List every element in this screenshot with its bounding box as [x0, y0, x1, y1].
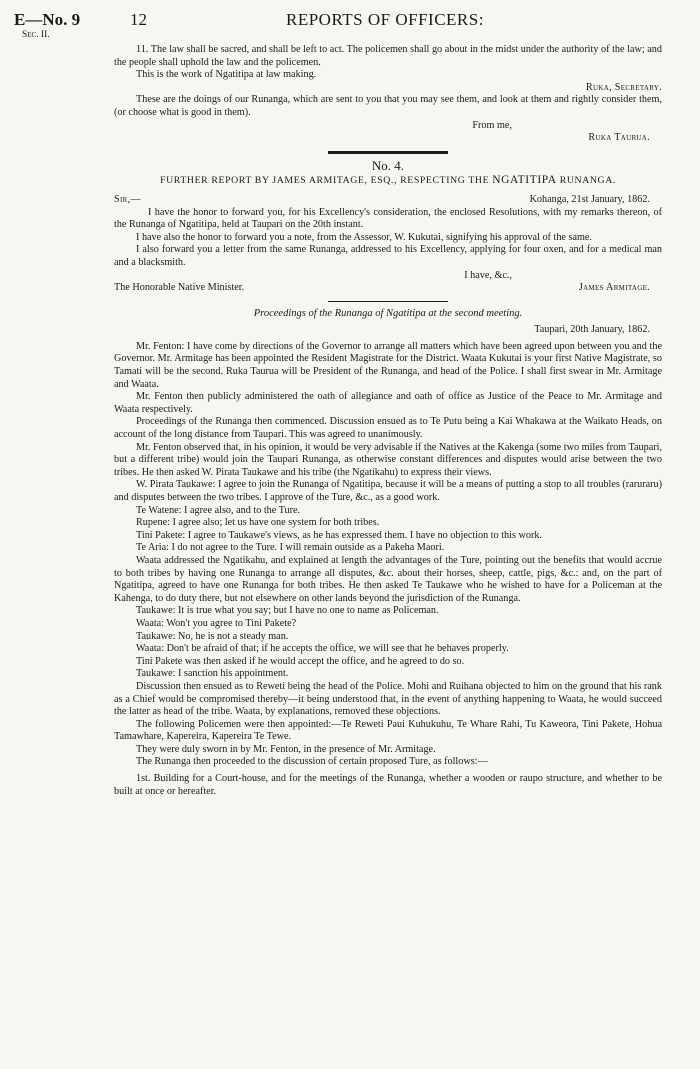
page-number: 12: [130, 10, 147, 29]
paragraph-11-note: This is the work of Ngatitipa at law making.: [136, 69, 317, 81]
divider-rule: [328, 301, 448, 302]
section-number: No. 4.: [371, 157, 405, 173]
from-me: From me,: [472, 119, 512, 131]
salutation-row: [114, 194, 662, 207]
proceedings-paragraph: Taukawe: No, he is not a steady man.: [136, 630, 289, 642]
proceedings-paragraph: Proceedings of the Runanga then commenced. Discussion ensued as to Te Putu being a Kai Whakawa at the Waikato Heads, on account of the long distance from Taupari. This was agreed to unanimously.: [114, 416, 662, 441]
proceedings-paragraph: W. Pirata Taukawe: I agree to join the Runanga of Ngatitipa, because it will be a means of putting a stop to all troubles (raruraru) and disputes between the two tribes. I approve of the Ture, &c., as a good work.: [114, 479, 662, 503]
section-label: Sec. II.: [22, 30, 50, 40]
proceedings-paragraph: Waata: Don't be afraid of that; if he accepts the office, we will see that he behaves properly.: [136, 643, 509, 655]
letter-place-date: Kohanga, 21st January, 1862.: [529, 193, 650, 205]
proceedings-paragraph: The Runanga then proceeded to the discussion of certain proposed Ture, as follows:—: [136, 756, 488, 768]
proceedings-paragraph: Tini Pakete was then asked if he would accept the office, and he agreed to do so.: [136, 655, 465, 667]
heading-prefix: FURTHER REPORT BY JAMES ARMITAGE, ESQ., RESPECTING THE: [160, 175, 490, 187]
proceedings-paragraph: Mr. Fenton observed that, in his opinion, it would be very advisable if the Natives at the Kakenga (some two miles from Taupari, but a different tribe) would join the Taupari Runanga, as otherwise constant differences and disputes would arise between the two tribes. He then asked W. Pirata Taukawe and his tribe (the Ngatikahu) to express their views.: [114, 441, 662, 478]
proceedings-paragraph: Te Watene: I agree also, and to the Ture.: [136, 504, 301, 516]
proceedings-paragraphs: [114, 341, 662, 769]
proceedings-paragraph: Waata: Won't you agree to Tini Pakete?: [136, 617, 297, 629]
proceedings-paragraph: Mr. Fenton: I have come by directions of the Governor to arrange all matters which have been agreed upon between you and the Governor. Mr. Armitage has been appointed the Resident Magistrate for the District. Waata Kukutai is your first Native Magistrate, so Tamati will be the second. Ruka Taurua will be President of the Runanga, and head of the Police. I shall first swear in Mr. Armitage and Waata.: [114, 340, 662, 390]
running-title: REPORTS OF OFFICERS:: [286, 10, 484, 29]
salutation: Sir,—: [114, 193, 141, 205]
proceedings-paragraph: Waata addressed the Ngatikahu, and explained at length the advantages of the Ture, pointing out the benefits that would accrue to both tribes by having one Runanga to arrange all disputes, &c. about their horses, sheep, cattle, pigs, &c.: and, on the part of Ngatitipa, agreed to have one Runanga for both tribes. He then asked Te Taukawe who he wished to have for a Policeman at the Kahenga, to do duty there, but not elsewhere on other lands beyond the jurisdiction of the Runanga.: [114, 554, 662, 604]
paragraph-doings: These are the doings of our Runanga, which are sent to you that you may see them, and look at them and rightly consider them, (or choose what is good in them).: [114, 94, 662, 118]
heading-name: NGATITIPA: [492, 174, 557, 187]
document-reference: E—No. 9: [14, 10, 81, 29]
proceedings-paragraph: Te Aria: I do not agree to the Ture. I will remain outside as a Pakeha Maori.: [136, 542, 445, 554]
paragraph-11: 11. The law shall be sacred, and shall be left to act. The policemen shall go about in the midst under the authority of the law; and the people shall uphold the law and the policemen.: [114, 44, 662, 68]
proceedings-paragraph: Mr. Fenton then publicly administered the oath of allegiance and oath of office as Justice of the Peace to Mr. Armitage and Waata respectively.: [114, 391, 662, 415]
armitage-signature: James Armitage.: [578, 282, 650, 294]
letter-paragraph-2: I have also the honor to forward you a note, from the Assessor, W. Kukutai, signifying his approval of the same.: [136, 231, 592, 243]
section-rule: [328, 151, 448, 154]
signature-row: [114, 282, 662, 295]
secretary-signature: Ruka, Secretary.: [585, 81, 662, 93]
proceedings-paragraph: Rupene: I agree also; let us have one system for both tribes.: [136, 517, 380, 529]
ture-item-1: 1st. Building for a Court-house, and for the meetings of the Runanga, whether a wooden or raupo structure, and whether to be built at once or hereafter.: [114, 773, 662, 797]
proceedings-place-date: Taupari, 20th January, 1862.: [534, 324, 650, 336]
letter-closing: I have, &c.,: [464, 269, 512, 281]
proceedings-paragraph: They were duly sworn in by Mr. Fenton, in the presence of Mr. Armitage.: [136, 743, 436, 755]
heading-suffix: RUNANGA.: [559, 175, 616, 187]
ruka-signature: Ruka Taurua.: [588, 132, 650, 144]
proceedings-paragraph: Taukawe: It is true what you say; but I have no one to name as Policeman.: [136, 605, 439, 617]
proceedings-paragraph: Taukawe: I sanction his appointment.: [136, 668, 289, 680]
proceedings-paragraph: The following Policemen were then appointed:—Te Reweti Paui Kuhukuhu, Te Whare Rahi, Tu Kaweora, Tini Pakete, Hohua Tamawhare, Kapereira, Kapereira Te Tewe.: [114, 718, 662, 743]
letter-paragraph-1: I have the honor to forward you, for his Excellency's consideration, the enclosed Resolutions, with my remarks thereon, of the Runanga of Ngatitipa, held at Taupari on the 20th instant.: [114, 206, 662, 231]
proceedings-paragraph: Discussion then ensued as to Reweti being the head of the Police. Mohi and Ruihana objected to him on the ground that his rank as a Chief would be compromised thereby—it being understood that, in the event of anything happening to Waata, he would succeed the latter as head of the tribe. Waata, by explanations, removed these objections.: [114, 680, 662, 718]
letter-paragraph-3: I also forward you a letter from the same Runanga, addressed to his Excellency, applying for four oxen, and for a medical man and a blacksmith.: [114, 244, 662, 268]
addressee: The Honorable Native Minister.: [114, 282, 245, 294]
report-heading: [114, 174, 662, 188]
proceedings-paragraph: Tini Pakete: I agree to Taukawe's views, as he has expressed them. I have no objection to this work.: [136, 529, 542, 541]
document-body: [114, 44, 662, 798]
proceedings-title: Proceedings of the Runanga of Ngatitipa at the second meeting.: [253, 307, 523, 319]
